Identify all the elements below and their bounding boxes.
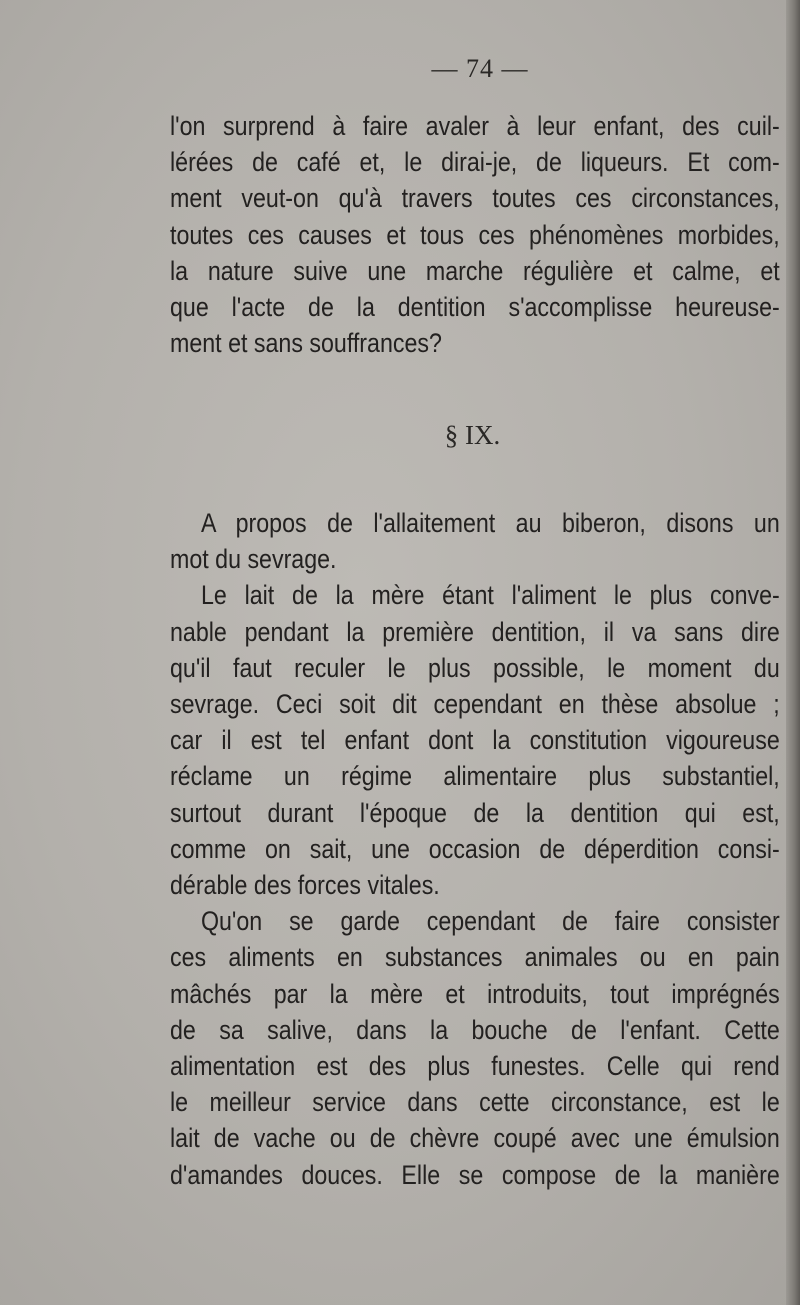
text-line: mot du sevrage. [170,544,337,575]
text-line: alimentation est des plus funestes. Celle qui rend [170,1051,780,1082]
text-line: Qu'on se garde cependant de faire consister [200,906,780,937]
text-line: la nature suive une marche régulière et calme, et [170,255,780,286]
text-line: lérées de café et, le dirai-je, de liqueurs. Et com- [170,147,780,178]
section-heading: § IX. [444,420,501,450]
text-line: le meilleur service dans cette circonstance, est le [170,1087,780,1118]
text-line: ment et sans souffrances? [170,328,442,359]
text-line: Le lait de la mère étant l'aliment le plus conve- [200,580,780,611]
text-line: ment veut-on qu'à travers toutes ces circonstances, [170,183,780,214]
text-line: surtout durant l'époque de la dentition qui est, [170,797,780,828]
text-line: car il est tel enfant dont la constitution vigoureuse [170,725,780,756]
page-number: — 74 — [431,54,529,83]
text-line: comme on sait, une occasion de déperdition consi- [170,833,780,864]
paragraph-continuation [170,108,780,361]
text-line: dérable des forces vitales. [170,870,440,901]
text-line: d'amandes douces. Elle se compose de la manière [170,1159,780,1190]
text-line: ces aliments en substances animales ou en pain [170,942,780,973]
page-edge-shadow [786,0,800,1305]
text-line: nable pendant la première dentition, il va sans dire [170,616,780,647]
text-line: mâchés par la mère et introduits, tout imprégnés [170,978,780,1009]
text-line: sevrage. Ceci soit dit cependant en thèse absolue ; [170,689,780,720]
text-line: que l'acte de la dentition s'accomplisse heureuse- [170,292,780,323]
text-line: lait de vache ou de chèvre coupé avec une émulsion [170,1123,780,1154]
text-line: l'on surprend à faire avaler à leur enfant, des cuil- [170,111,780,141]
section-body [170,505,780,1193]
text-line: qu'il faut reculer le plus possible, le moment du [170,652,780,683]
text-line: toutes ces causes et tous ces phénomènes morbides, [170,219,780,250]
text-line: A propos de l'allaitement au biberon, disons un [200,508,780,538]
text-line: réclame un régime alimentaire plus substantiel, [170,761,780,792]
text-line: de sa salive, dans la bouche de l'enfant. Cette [170,1014,780,1045]
